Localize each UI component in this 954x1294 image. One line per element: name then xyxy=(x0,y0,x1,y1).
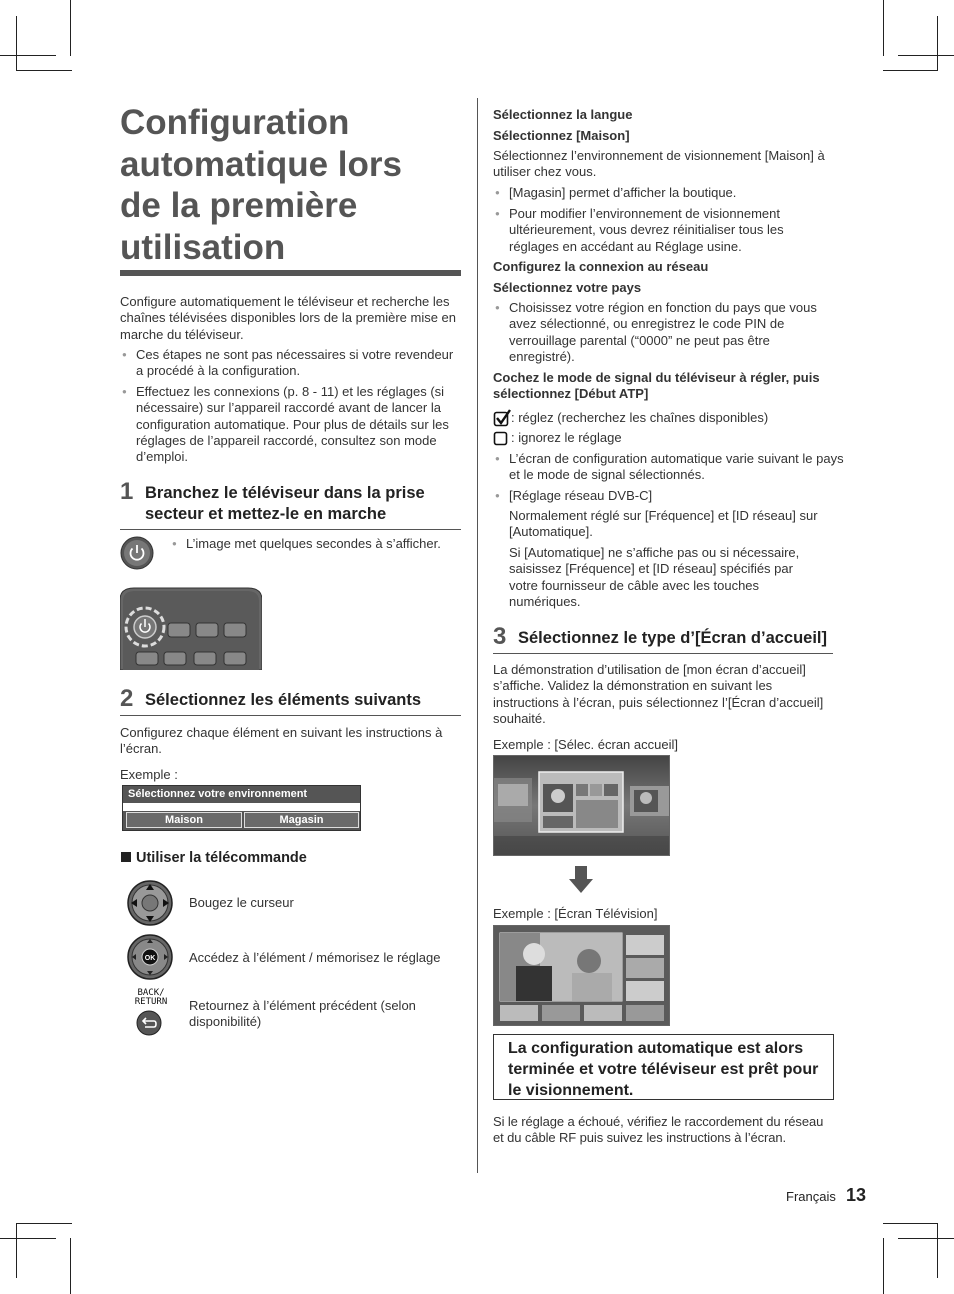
column-divider xyxy=(477,98,478,1173)
crop-mark xyxy=(16,16,17,71)
back-return-label: BACK/ RETURN xyxy=(134,988,168,1007)
crop-mark xyxy=(883,1238,884,1294)
heading-maison: Sélectionnez [Maison] xyxy=(493,128,630,143)
crop-mark xyxy=(70,1238,71,1294)
menu-header: Sélectionnez votre environnement xyxy=(128,788,308,800)
step-rule xyxy=(493,653,833,654)
example-label: Exemple : [Écran Télévision] xyxy=(493,906,658,921)
step1-bullet: ● L’image met quelques secondes à s’afficher. xyxy=(170,536,476,552)
remote-item-text: Retournez à l’élément précédent (selon disponibilité) xyxy=(189,998,416,1030)
crop-mark xyxy=(0,1238,56,1239)
completion-text: La configuration automatique est alors terminée et votre téléviseur est prêt pour le visionnement. xyxy=(508,1040,819,1099)
down-arrow-icon xyxy=(569,866,593,899)
maison-bullet: ● [Magasin] permet d’afficher la boutique. xyxy=(493,185,833,201)
crop-mark xyxy=(898,55,954,56)
maison-bullet: ● Pour modifier l’environnement de visionnement ultérieurement, vous devrez réinitialiser tous les réglages en accédant au Réglage usine. xyxy=(493,206,833,255)
power-button-icon xyxy=(120,536,154,575)
ok-button-icon xyxy=(126,933,174,986)
crop-mark xyxy=(883,0,884,56)
step-rule xyxy=(120,529,461,530)
back-return-icon xyxy=(136,1010,162,1041)
remote-item-text: Accédez à l’élément / mémorisez le réglage xyxy=(189,950,441,965)
remote-heading: Utiliser la télécommande xyxy=(121,850,307,866)
check-on-text: : réglez (recherchez les chaînes disponibles) xyxy=(511,410,769,425)
checkbox-empty-icon xyxy=(493,431,509,452)
checkbox-checked-icon xyxy=(493,409,511,432)
signal-bullet: ● L’écran de configuration automatique varie suivant le pays et le mode de signal sélectionnés. xyxy=(493,451,847,484)
fail-text: Si le réglage a échoué, vérifiez le raccordement du réseau et du câble RF puis suivez les instructions à l’écran. xyxy=(493,1114,824,1146)
crop-mark xyxy=(883,1223,938,1224)
page-title: Configuration automatique lors de la première utilisation xyxy=(120,103,402,267)
step-title: Branchez le téléviseur dans la prise secteur et mettez-le en marche xyxy=(145,484,425,523)
crop-mark xyxy=(883,70,938,71)
step-title: Sélectionnez le type d’[Écran d’accueil] xyxy=(518,629,828,647)
heading-reseau: Configurez la connexion au réseau xyxy=(493,259,709,274)
home-screen-selection-image xyxy=(493,755,670,856)
example-label: Exemple : [Sélec. écran accueil] xyxy=(493,737,678,752)
remote-control-illustration xyxy=(120,586,262,675)
intro-bullet: ● Effectuez les connexions (p. 8 - 11) et les réglages (si nécessaire) sur l’appareil raccordé avant de lancer la configuration automatique. Pour plus de détails sur les réglages de l’appareil raccordé, consultez son mode d’emploi. xyxy=(120,384,458,465)
svg-text:OK: OK xyxy=(144,955,156,962)
pays-bullet: ● Choisissez votre région en fonction du pays que vous avez sélectionné, ou enregistrez le code PIN de verrouillage parental (“0000” ne peut pas être enregistré). xyxy=(493,300,833,365)
environment-menu xyxy=(122,785,361,831)
intro-bullet: ● Ces étapes ne sont pas nécessaires si votre revendeur a procédé à la configuration. xyxy=(120,347,458,380)
option-maison[interactable]: Maison xyxy=(126,812,242,828)
heading-signal: Cochez le mode de signal du téléviseur à régler, puis sélectionnez [Début ATP] xyxy=(493,370,820,402)
title-underline xyxy=(120,270,461,276)
check-off-text: : ignorez le réglage xyxy=(511,430,622,445)
step-number: 2 xyxy=(120,685,134,712)
crop-mark xyxy=(16,1223,72,1224)
crop-mark xyxy=(898,1238,954,1239)
dpad-icon xyxy=(126,879,174,932)
dvbc-text: Normalement réglé sur [Fréquence] et [ID réseau] sur [Automatique]. xyxy=(509,508,818,540)
crop-mark xyxy=(937,16,938,71)
footer-language: Français xyxy=(786,1189,836,1204)
step-number: 3 xyxy=(493,623,507,650)
completion-box xyxy=(493,1034,834,1100)
dvbc-text: Si [Automatique] ne s’affiche pas ou si nécessaire, saisissez [Fréquence] et [ID réseau] spécifiés par votre fournisseur de câble avec les touches numériques. xyxy=(509,545,800,609)
step-title: Sélectionnez les éléments suivants xyxy=(145,691,422,709)
step3-text: La démonstration d’utilisation de [mon écran d’accueil] s’affiche. Validez la démonstration en suivant les instructions à l’écran, puis sélectionnez l’[Écran d’accueil] souhaité. xyxy=(493,662,824,726)
crop-mark xyxy=(937,1223,938,1278)
remote-item-text: Bougez le curseur xyxy=(189,895,294,910)
heading-pays: Sélectionnez votre pays xyxy=(493,280,642,295)
signal-bullet: ● [Réglage réseau DVB-C] xyxy=(493,488,847,504)
crop-mark xyxy=(0,55,56,56)
crop-mark xyxy=(16,1223,17,1278)
option-magasin[interactable]: Magasin xyxy=(244,812,359,828)
heading-langue: Sélectionnez la langue xyxy=(493,107,633,122)
step2-text: Configurez chaque élément en suivant les instructions à l’écran. xyxy=(120,725,443,757)
example-label: Exemple : xyxy=(120,767,178,782)
crop-mark xyxy=(16,70,72,71)
crop-mark xyxy=(70,0,71,56)
tv-screen-image xyxy=(493,925,670,1026)
maison-text: Sélectionnez l’environnement de visionnement [Maison] à utiliser chez vous. xyxy=(493,148,825,180)
step-number: 1 xyxy=(120,478,134,505)
step-rule xyxy=(120,715,461,716)
intro-text: Configure automatiquement le téléviseur et recherche les chaînes télévisées disponibles lors de la première mise en marche du téléviseur. xyxy=(120,294,457,342)
page-number: 13 xyxy=(846,1185,867,1205)
